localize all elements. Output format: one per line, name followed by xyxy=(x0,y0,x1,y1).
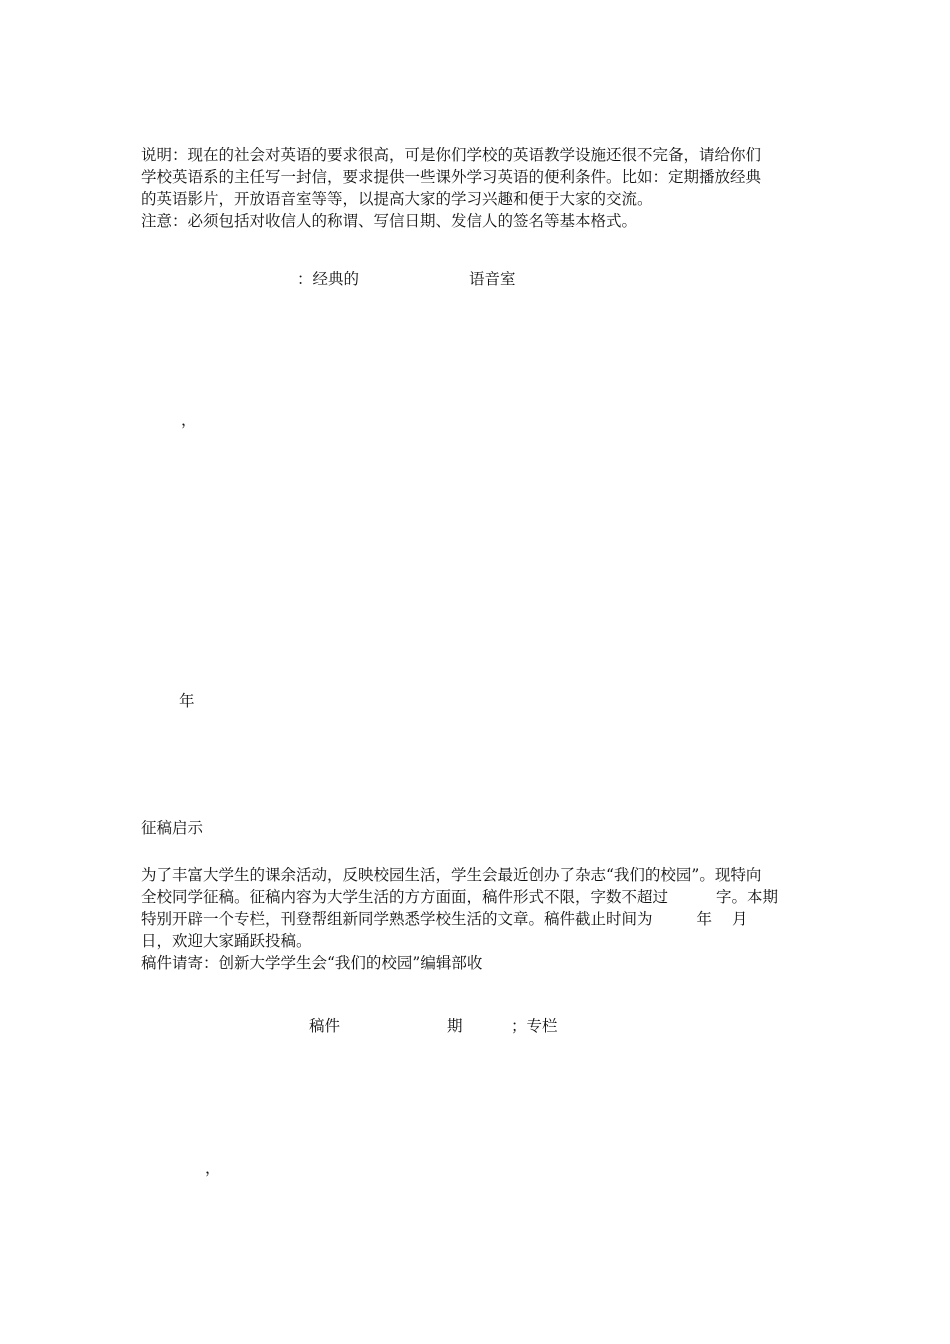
salutation-comma: ， xyxy=(181,411,197,429)
body-text: 月 xyxy=(732,910,748,928)
notice-title: 征稿启示 xyxy=(141,819,204,837)
body-line: 为了丰富大学生的课余活动，反映校园生活，学生会最近创办了杂志“我们的校园”。现特向 xyxy=(141,866,762,884)
task1-instructions xyxy=(141,144,821,232)
body-text: 字。本期 xyxy=(716,888,779,906)
body-line xyxy=(141,886,821,908)
salutation-comma-2: ， xyxy=(205,1159,221,1177)
body-line: 日，欢迎大家踊跃投稿。 xyxy=(141,932,312,950)
address-line: 稿件请寄：创新大学学生会“我们的校园”编辑部收 xyxy=(141,954,483,972)
vocab-classic: ：经典的 xyxy=(297,270,360,288)
body-line xyxy=(141,908,821,930)
instruction-line: 说明：现在的社会对英语的要求很高，可是你们学校的英语教学设施还很不完备，请给你们 xyxy=(141,146,762,164)
instruction-line: 学校英语系的主任写一封信，要求提供一些课外学习英语的便利条件。比如：定期播放经典 xyxy=(141,168,762,186)
task2-body xyxy=(141,864,821,974)
vocab-language-lab: 语音室 xyxy=(469,270,516,288)
note-line: 注意：必须包括对收信人的称谓、写信日期、发信人的签名等基本格式。 xyxy=(141,212,638,230)
vocab-manuscript: 稿件 xyxy=(309,1017,341,1035)
body-text: 全校同学征稿。征稿内容为大学生活的方方面面，稿件形式不限，字数不超过 xyxy=(141,888,669,906)
vocab-issue: 期 xyxy=(447,1017,463,1035)
body-text: 年 xyxy=(696,910,713,928)
instruction-line: 的英语影片，开放语音室等等，以提高大家的学习兴趣和便于大家的交流。 xyxy=(141,190,653,208)
vocab-column: ；专栏 xyxy=(511,1017,558,1035)
body-text: 特别开辟一个专栏，刊登帮组新同学熟悉学校生活的文章。稿件截止时间为 xyxy=(141,910,653,928)
date-year: 年 xyxy=(179,692,195,710)
